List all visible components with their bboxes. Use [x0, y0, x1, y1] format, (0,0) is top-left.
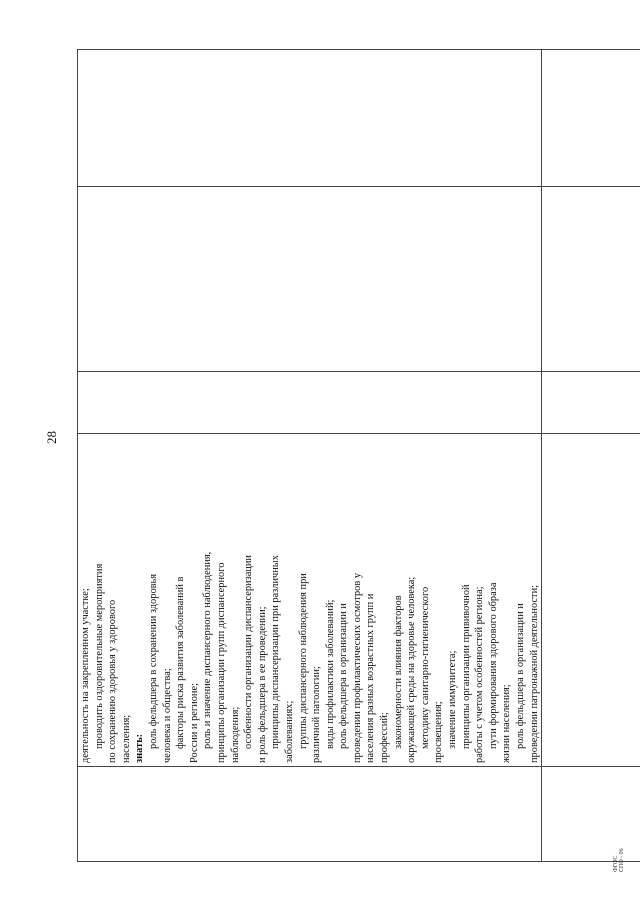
text-line: роль фельдшера в организации и — [338, 603, 350, 749]
text-line: принципы организации прививочной — [460, 584, 472, 749]
text-line: значение иммунитета; — [447, 650, 459, 749]
text-line: работы с учетом особенностей региона; — [474, 586, 486, 763]
empty-cell — [542, 434, 640, 767]
text-line: по сохранению здоровья у здорового — [107, 599, 119, 763]
rotated-table-wrapper — [77, 50, 587, 862]
text-line: группы диспансерного наблюдения при — [297, 573, 309, 749]
text-line: методику санитарно-гигиенического — [419, 586, 431, 749]
page-number: 28 — [44, 431, 59, 444]
text-line: России и регионе; — [188, 683, 200, 763]
empty-cell — [542, 50, 640, 187]
text-line: роль фельдшера в организации и — [515, 603, 526, 749]
text-line: роль и значение диспансерного наблюдения, — [202, 551, 214, 749]
table-row — [542, 50, 640, 862]
knowledge-skills-cell — [78, 434, 542, 767]
competency-code-cell — [78, 50, 542, 187]
footer-stamp: ФГОС СПО - 06 — [613, 848, 625, 872]
text-line: населения; — [120, 714, 132, 763]
discipline-cell — [78, 187, 542, 372]
text-line: особенности организации диспансеризации — [243, 555, 255, 749]
text-line: просвещения; — [433, 701, 445, 763]
text-line: факторы риска развития заболеваний в — [175, 576, 187, 749]
text-line: деятельность на закрепленном участке; — [80, 588, 91, 763]
text-line: человека и общества; — [161, 668, 173, 763]
code-cell — [542, 767, 640, 862]
text-line: проведении профилактических осмотров у — [351, 572, 363, 763]
text-line: наблюдения; — [229, 706, 241, 763]
knowledge-skills-text — [78, 434, 541, 766]
text-line: принципы диспансеризации при различных — [270, 555, 282, 749]
text-line: роль фельдшера в сохранении здоровья — [147, 573, 159, 749]
text-line: жизни населения; — [501, 684, 513, 763]
text-line: проводить оздоровительные мероприятия — [93, 563, 105, 749]
text-line: различной патологии; — [311, 666, 323, 763]
empty-cell — [542, 372, 640, 434]
competency-table — [77, 49, 640, 862]
hours-cell — [78, 372, 542, 434]
text-line: окружающей среды на здоровье человека; — [406, 576, 418, 763]
text-line: проведении патронажной деятельности; — [528, 584, 540, 763]
text-line: виды профилактики заболеваний; — [324, 599, 336, 749]
text-line: пути формирования здорового образа — [487, 582, 499, 749]
text-line: профессий; — [379, 712, 391, 763]
code-cell — [78, 767, 542, 862]
text-line: населения разных возрастных групп и — [365, 593, 377, 763]
text-line: принципы организации групп диспансерного — [215, 562, 227, 763]
empty-cell — [542, 187, 640, 372]
text-line: заболеваниях; — [283, 700, 295, 763]
table-row — [78, 50, 542, 862]
text-line: и роль фельдшера в ее проведении; — [256, 606, 268, 763]
text-line: знать: — [134, 733, 146, 763]
text-line: закономерности влияния факторов — [392, 595, 404, 749]
